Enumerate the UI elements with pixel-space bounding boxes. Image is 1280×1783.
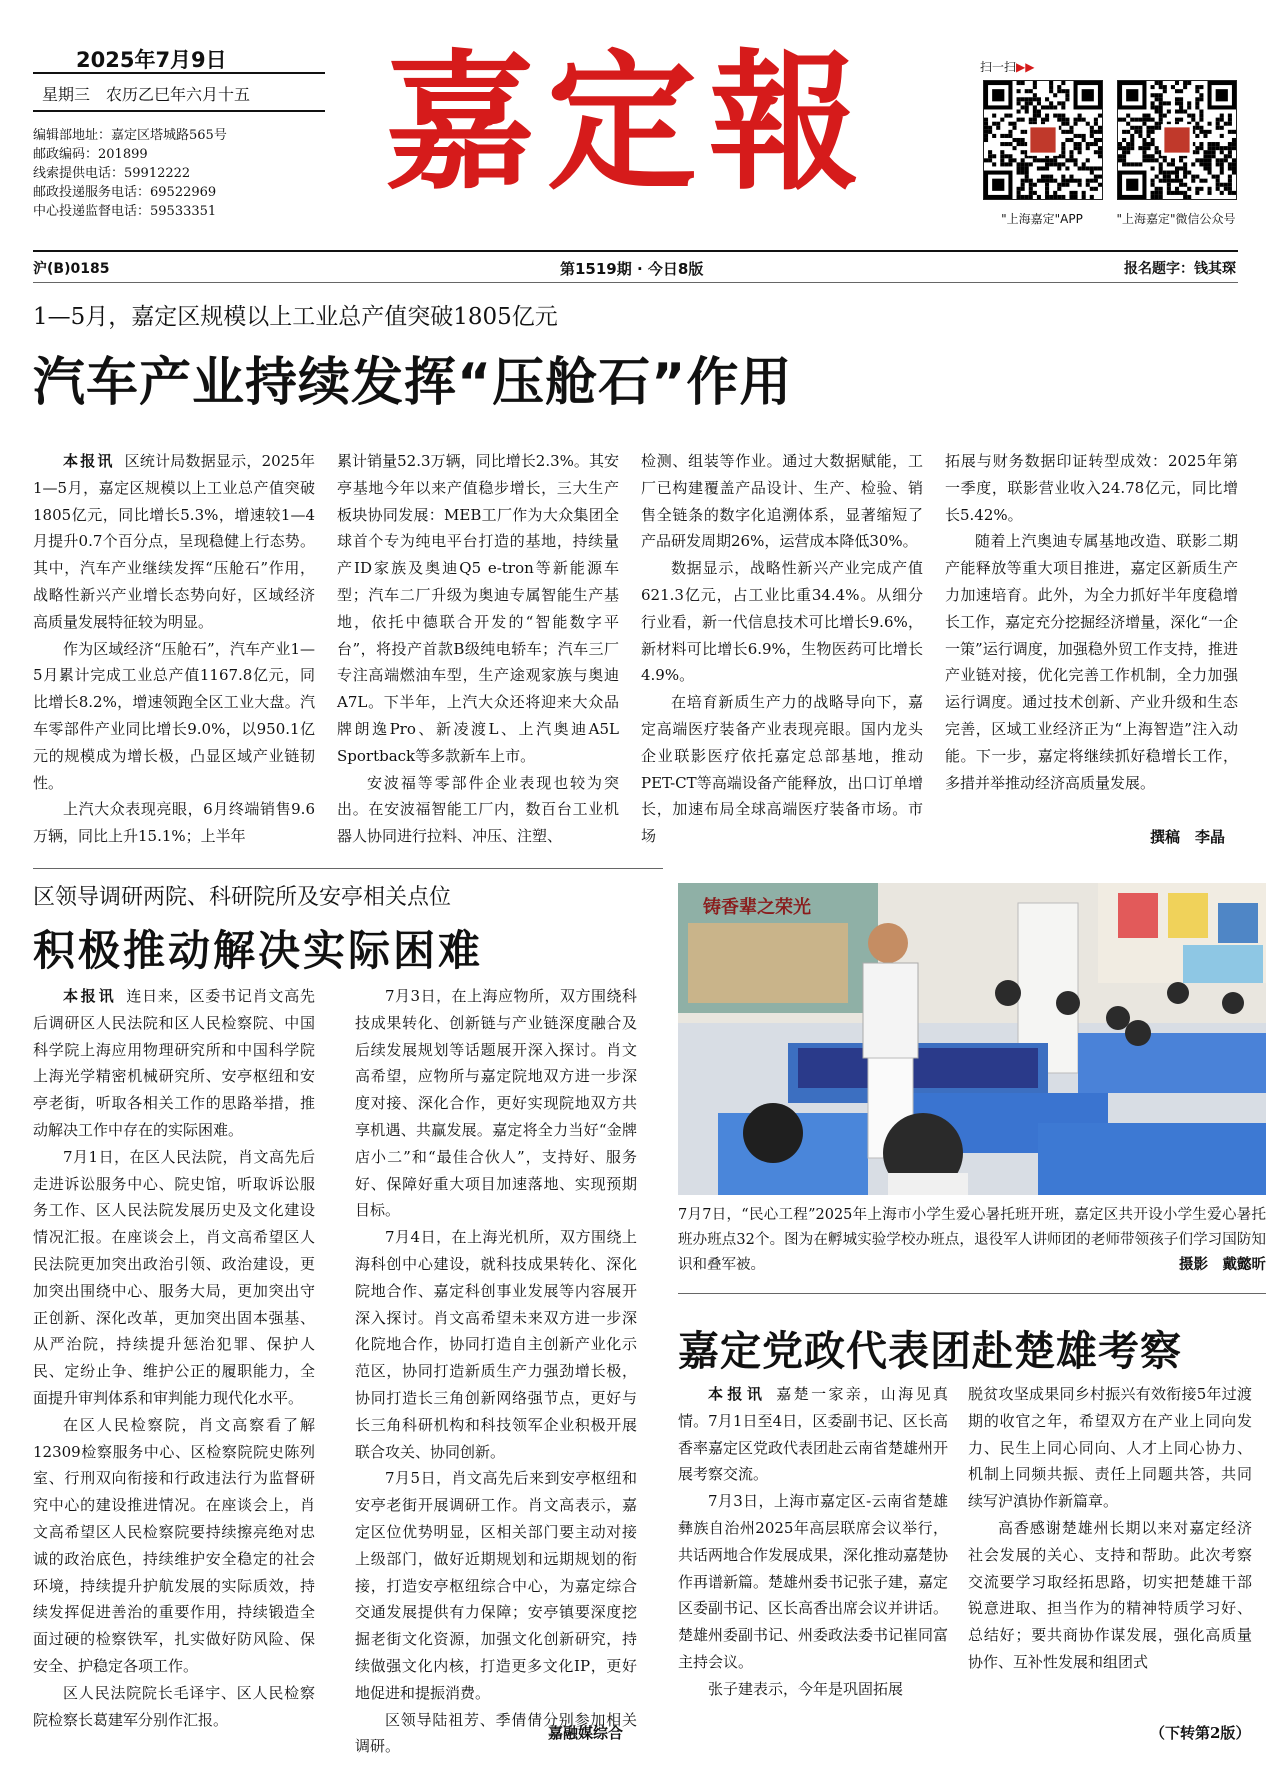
article2-column-2 (355, 983, 637, 1760)
article2-paragraph: 7月4日，在上海光机所，双方围绕上海科创中心建设，就科技成果转化、深化院地合作、嘉定科创事业发展等内容展开深入探讨。肖文高希望未来双方进一步深化院地合作，协同打造自主创新产业化示范区，协同打造新质生产力强劲增长极，协同打造长三角创新网络强节点，更好与长三角科研机构和科技领军企业积极开展联合攻关、协同创新。 (355, 1228, 637, 1461)
article3-lead: 本报讯 (708, 1385, 767, 1403)
article3-column-1 (678, 1381, 948, 1703)
article2-paragraph: 区领导陆祖芳、季倩倩分别参加相关调研。 (355, 1710, 637, 1756)
article1-paragraph: 区统计局数据显示，2025年1—5月，嘉定区规模以上工业总产值突破1805亿元，同比增长5.3%，增速较1—4月提升0.7个百分点，呈现稳健上行态势。其中，汽车产业继续发挥“压舱石”作用，战略性新兴产业增长态势向好，区域经济高质量发展特征较为明显。 (33, 452, 315, 631)
article1-paragraph: 拓展与财务数据印证转型成效：2025年第一季度，联影营业收入24.78亿元，同比增长5.42%。 (945, 452, 1238, 524)
article3-paragraph: 张子建表示，今年是巩固拓展 (708, 1679, 904, 1698)
article1-paragraph: 作为区域经济“压舱石”，汽车产业1—5月累计完成工业总产值1167.8亿元，同比增长8.2%，增速领跑全区工业大盘。汽车零部件产业同比增长9.0%，以950.1亿元的规模成为增长极，凸显区域产业链韧性。 (33, 639, 315, 792)
weekday-lunar-date: 星期三 农历乙巳年六月十五 (42, 85, 251, 104)
calligrapher-credit: 报名题字：钱其琛 (1124, 261, 1236, 277)
article1-paragraph: 累计销量52.3万辆，同比增长2.3%。其安亭基地今年以来产值稳步增长，三大生产板块协同发展：MEB工厂作为大众集团全球首个专为纯电平台打造的基地，持续量产ID家族及奥迪Q5 e-tron等新能源车型；汽车二厂升级为奥迪专属智能生产基地，依托中德联合开发的“智能数字平台”，将投产首款B级纯电轿车；汽车三厂专注高端燃油车型，生产途观家族与奥迪A7L。下半年，上汽大众还将迎来大众品牌朗逸Pro、新凌渡L、上汽奥迪A5L Sportback等多款新车上市。 (337, 452, 619, 765)
classroom-photo-icon (678, 883, 1266, 1195)
article1-paragraph: 检测、组装等作业。通过大数据赋能，工厂已构建覆盖产品设计、生产、检验、销售全链条的数字化追溯体系，显著缩短了产品研发周期26%，运营成本降低30%。 (641, 452, 923, 551)
wechat-qr-caption: "上海嘉定"微信公众号 (1116, 212, 1236, 226)
wechat-qr-code[interactable] (1117, 80, 1237, 200)
editorial-info (33, 126, 227, 221)
article1-byline: 撰稿 李晶 (1150, 828, 1226, 846)
article2-paragraph: 区人民法院院长毛译宇、区人民检察院检察长葛建军分别作汇报。 (33, 1683, 315, 1729)
article1-column-4 (945, 448, 1238, 796)
weekday-divider (33, 110, 325, 112)
issue-rule (33, 282, 1238, 283)
issue-date: 2025年7月9日 (76, 48, 227, 72)
article1-paragraph: 上汽大众表现亮眼，6月终端销售9.6万辆，同比上升15.1%；上半年 (33, 800, 315, 846)
article1-paragraph: 安波福等零部件企业表现也较为突出。在安波福智能工厂内，数百台工业机器人协同进行拉料、冲压、注塑、 (337, 773, 619, 846)
scan-hint (980, 58, 1034, 75)
publication-code: 沪(B)0185 (33, 261, 110, 277)
app-qr-caption: "上海嘉定"APP (1001, 212, 1083, 226)
photo-banner-text: 铸香辈之荣光 (703, 897, 811, 918)
article2-kicker: 区领导调研两院、科研院所及安亭相关点位 (33, 885, 452, 910)
scan-hint-text: 扫一扫 (980, 60, 1017, 74)
article3-headline: 嘉定党政代表团赴楚雄考察 (678, 1327, 1182, 1375)
photo-credit: 摄影 戴懿昕 (1179, 1257, 1266, 1273)
article2-paragraph: 在区人民检察院，肖文高察看了解12309检察服务中心、区检察院院史陈列室、行刑双向衔接和行政违法行为监督研究中心的建设推进情况。在座谈会上，肖文高希望区人民检察院要持续擦亮绝对忠诚的政治底色，持续维护安全稳定的社会环境，持续提升护航发展的实际质效，持续发挥促进善治的重要作用，持续锻造全面过硬的检察铁军，扎实做好防风险、保安全、护稳定各项工作。 (33, 1415, 315, 1675)
article3-paragraph: 嘉楚一家亲，山海见真情。7月1日至4日，区委副书记、区长高香率嘉定区党政代表团赴云南省楚雄州开展考察交流。 (678, 1385, 949, 1484)
article1-paragraph: 数据显示，战略性新兴产业完成产值621.3亿元，占工业比重34.4%。从细分行业看，新一代信息技术可比增长9.6%，新材料可比增长6.9%，生物医药可比增长4.9%。 (641, 559, 923, 685)
article2-paragraph: 7月3日，在上海应物所，双方围绕科技成果转化、创新链与产业链深度融合及后续发展规划等话题展开深入探讨。肖文高希望，应物所与嘉定院地双方进一步深度对接、深化合作，更好实现院地双方共享机遇、共赢发展。嘉定将全力当好“金牌店小二”和“最佳合伙人”，支持好、服务好、保障好重大项目加速落地、实现预期目标。 (355, 987, 637, 1220)
supervision-phone-line: 中心投递监督电话：59533351 (33, 204, 217, 219)
photo-divider (678, 1293, 1266, 1294)
news-photo (678, 883, 1266, 1195)
issue-number: 第1519期 · 今日8版 (560, 260, 704, 278)
photo-caption (678, 1203, 1266, 1278)
article1-paragraph: 在培育新质生产力的战略导向下，嘉定高端医疗装备产业表现亮眼。国内龙头企业联影医疗依托嘉定总部基地，推动PET-CT等高端设备产能释放，出口订单增长，加速布局全球高端医疗装备市场。市场 (641, 693, 923, 846)
article1-column-1 (33, 448, 315, 850)
article1-column-3 (641, 448, 923, 850)
date-divider (33, 72, 325, 74)
article2-paragraph: 7月1日，在区人民法院，肖文高先后走进诉讼服务中心、院史馆，听取诉讼服务工作、区人民法院发展历史及文化建设情况汇报。在座谈会上，肖文高希望区人民法院更加突出政治引领、政治建设，更加突出围绕中心、服务大局，更加突出守正创新、深化改革，更加突出固本强基、从严治院，持续提升惩治犯罪、保护人民、定纷止争、维护公正的履职能力，全面提升审判体系和审判能力现代化水平。 (33, 1147, 315, 1407)
address-line: 编辑部地址：嘉定区塔城路565号 (33, 128, 227, 143)
photo-caption-text: 7月7日，“民心工程”2025年上海市小学生爱心暑托班开班，嘉定区共开设小学生爱心暑托班办班点32个。图为在孵城实验学校办班点，退役军人讲师团的老师带领孩子们学习国防知识和叠军被。 (678, 1207, 1266, 1273)
article3-paragraph: 脱贫攻坚成果同乡村振兴有效衔接5年过渡期的收官之年，希望双方在产业上同向发力、民生上同心同向、人才上同心协力、机制上同频共振、责任上同题共答，共同续写沪滇协作新篇章。 (968, 1385, 1252, 1511)
article1-lead: 本报讯 (63, 452, 115, 470)
article2-headline: 积极推动解决实际困难 (33, 926, 484, 975)
article2-lead: 本报讯 (63, 987, 117, 1005)
qr-icon (984, 81, 1102, 199)
continued-note: （下转第2版） (1150, 1724, 1251, 1742)
article2-byline: 嘉融媒综合 (548, 1724, 624, 1742)
article1-paragraph: 随着上汽奥迪专属基地改造、联影二期产能释放等重大项目推进，嘉定区新质生产力加速培育。此外，为全力抓好半年度稳增长工作，嘉定充分挖掘经济增量，深化“一企一策”运行调度，加强稳外贸工作支持，推进产业链对接，优化完善工作机制，全力加强运行调度。通过技术创新、产业升级和生态完善，区域工业经济正为“上海智造”注入动能。下一步，嘉定将继续抓好稳增长工作，多措并举推动经济高质量发展。 (945, 532, 1238, 792)
article3-paragraph: 高香感谢楚雄州长期以来对嘉定经济社会发展的关心、支持和帮助。此次考察交流要学习取经拓思路，切实把楚雄干部锐意进取、担当作为的精神特质学习好、总结好；要共商协作谋发展，强化高质量协作、互补性发展和组团式 (968, 1518, 1252, 1671)
article2-column-1 (33, 983, 315, 1733)
qr-icon (1118, 81, 1236, 199)
delivery-phone-line: 邮政投递服务电话：69522969 (33, 185, 217, 200)
app-qr-code[interactable] (983, 80, 1103, 200)
masthead-rule (33, 250, 1238, 252)
newspaper-title: 嘉定報 (384, 35, 871, 211)
postcode-line: 邮政编码：201899 (33, 147, 148, 162)
article3-column-2 (968, 1381, 1252, 1676)
tip-phone-line: 线索提供电话：59912222 (33, 166, 191, 181)
scan-arrow-icon: ▶▶ (1016, 60, 1035, 74)
article2-paragraph: 7月5日，肖文高先后来到安亭枢纽和安亭老街开展调研工作。肖文高表示，嘉定区位优势明显，区相关部门要主动对接上级部门，做好近期规划和远期规划的衔接，打造安亭枢纽综合中心，为嘉定综合交通发展提供有力保障；安亭镇要深度挖掘老街文化资源，加强文化创新研究，持续做强文化内核，打造更多文化IP，更好地促进和提振消费。 (355, 1469, 637, 1702)
article1-headline: 汽车产业持续发挥“压舱石”作用 (33, 353, 793, 413)
article1-column-2 (337, 448, 619, 850)
article3-paragraph: 7月3日，上海市嘉定区-云南省楚雄彝族自治州2025年高层联席会议举行，共话两地合作发展成果，深化推动嘉楚协作再谱新篇。楚雄州委书记张子建，嘉定区委副书记、区长高香出席会议并讲话。楚雄州委副书记、州委政法委书记崔同富主持会议。 (678, 1492, 949, 1671)
article1-kicker: 1—5月，嘉定区规模以上工业总产值突破1805亿元 (33, 304, 558, 330)
section-divider (33, 868, 663, 869)
article2-paragraph: 连日来，区委书记肖文高先后调研区人民法院和区人民检察院、中国科学院上海应用物理研究所和中国科学院上海光学精密机械研究所、安亭枢纽和安亭老街，听取各相关工作的思路举措，推动解决工作中存在的实际困难。 (33, 987, 315, 1139)
